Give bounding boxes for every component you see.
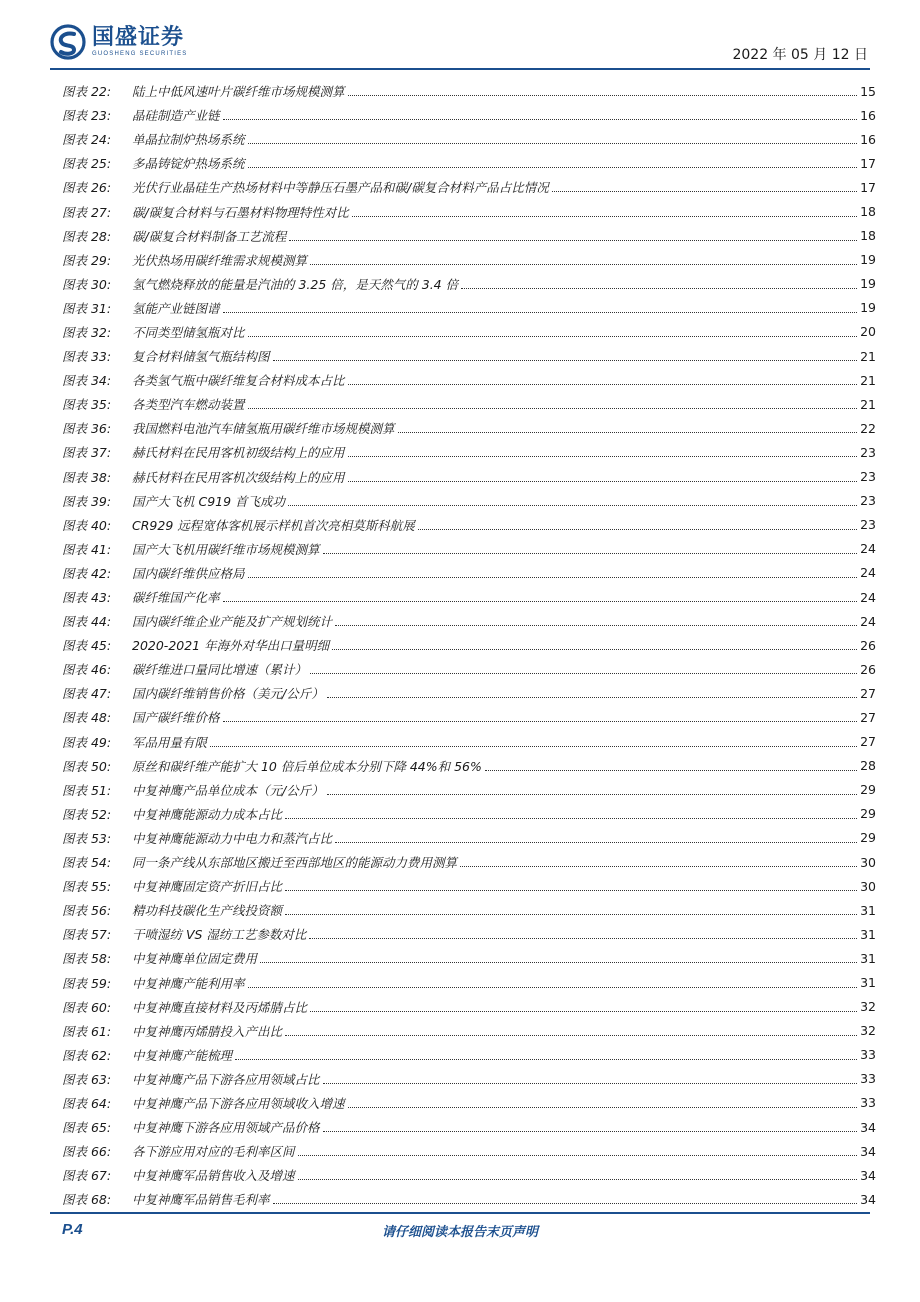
toc-entry-label: 图表 45: [62,638,112,654]
toc-entry-label: 图表 41: [62,541,112,557]
toc-entry-title: 碳纤维进口量同比增速（累计） [132,662,308,678]
toc-entry[interactable] [62,826,876,850]
toc-entry-page: 16 [860,107,876,123]
toc-entry-label: 图表 67: [62,1168,112,1184]
toc-dot-leader [352,207,857,217]
toc-entry-title: 碳纤维国产化率 [132,590,220,606]
toc-entry-title: 干喷湿纺 VS 湿纺工艺参数对比 [132,927,307,943]
toc-entry-label: 图表 35: [62,397,112,413]
toc-entry[interactable] [62,465,876,489]
toc-entry[interactable] [62,705,876,729]
toc-entry[interactable] [62,898,876,922]
toc-entry[interactable] [62,585,876,609]
toc-entry-page: 30 [860,878,876,894]
toc-entry-page: 31 [860,975,876,991]
toc-entry[interactable] [62,1115,876,1139]
toc-entry-page: 32 [860,999,876,1015]
toc-entry-page: 24 [860,541,876,557]
report-date: 2022 年 05 月 12 日 [732,47,868,63]
toc-dot-leader [285,809,857,819]
toc-entry[interactable] [62,440,876,464]
toc-entry-title: 不同类型储氢瓶对比 [132,324,245,340]
toc-dot-leader [323,1122,857,1132]
toc-entry-page: 27 [860,685,876,701]
toc-entry-label: 图表 49: [62,734,112,750]
toc-entry-label: 图表 57: [62,927,112,943]
toc-entry-title: 中复神鹰军品销售收入及增速 [132,1168,295,1184]
toc-entry-page: 24 [860,589,876,605]
toc-entry-page: 19 [860,276,876,292]
toc-dot-leader [310,1002,857,1012]
toc-dot-leader [298,1146,857,1156]
toc-entry-title: 晶硅制造产业链 [132,108,220,124]
toc-entry-title: 各类氢气瓶中碳纤维复合材料成本占比 [132,373,345,389]
toc-dot-leader [273,1194,857,1204]
toc-entry[interactable] [62,392,876,416]
toc-entry-label: 图表 66: [62,1144,112,1160]
toc-dot-leader [327,785,857,795]
toc-dot-leader [323,1074,857,1084]
toc-entry-label: 图表 58: [62,951,112,967]
toc-entry-page: 34 [860,1167,876,1183]
toc-entry-page: 26 [860,637,876,653]
toc-entry[interactable] [62,344,876,368]
toc-entry-page: 27 [860,734,876,750]
toc-entry-label: 图表 63: [62,1071,112,1087]
toc-entry-title: 各下游应用对应的毛利率区间 [132,1144,295,1160]
toc-entry-title: 陆上中低风速叶片碳纤维市场规模测算 [132,84,345,100]
toc-entry-label: 图表 61: [62,1023,112,1039]
toc-entry[interactable] [62,995,876,1019]
toc-entry[interactable] [62,199,876,223]
toc-entry-title: 中复神鹰直接材料及丙烯腈占比 [132,999,308,1015]
toc-entry-label: 图表 26: [62,180,112,196]
page-header [50,20,870,68]
toc-entry-title: 2020-2021 年海外对华出口量明细 [132,638,330,654]
toc-entry-page: 29 [860,806,876,822]
toc-entry-page: 32 [860,1023,876,1039]
toc-dot-leader [248,399,857,409]
header-divider [50,68,870,70]
toc-entry-title: 国产大飞机 C919 首飞成功 [132,493,286,509]
toc-entry-label: 图表 39: [62,493,112,509]
toc-entry-title: 中复神鹰产能利用率 [132,975,245,991]
toc-entry-label: 图表 52: [62,806,112,822]
toc-entry[interactable] [62,609,876,633]
toc-entry-page: 24 [860,565,876,581]
toc-entry-label: 图表 32: [62,324,112,340]
toc-entry-label: 图表 27: [62,204,112,220]
toc-entry-label: 图表 62: [62,1047,112,1063]
toc-entry[interactable] [62,778,876,802]
toc-entry[interactable] [62,1091,876,1115]
toc-dot-leader [460,857,857,867]
toc-entry-title: 精功科技碳化生产线投资额 [132,903,283,919]
toc-entry-title: 各类型汽车燃动装置 [132,397,245,413]
toc-entry-title: 光伏行业晶硅生产热场材料中等静压石墨产品和碳/碳复合材料产品占比情况 [132,180,549,196]
toc-entry-label: 图表 68: [62,1192,112,1208]
toc-dot-leader [461,279,857,289]
toc-entry-page: 34 [860,1143,876,1159]
toc-entry-label: 图表 44: [62,614,112,630]
toc-entry-page: 33 [860,1095,876,1111]
toc-dot-leader [335,616,857,626]
toc-entry-page: 31 [860,950,876,966]
toc-entry-page: 17 [860,155,876,171]
toc-dot-leader [248,134,857,144]
toc-entry-label: 图表 50: [62,758,112,774]
toc-entry[interactable] [62,224,876,248]
toc-dot-leader [235,1050,857,1060]
toc-entry[interactable] [62,657,876,681]
toc-entry-label: 图表 42: [62,565,112,581]
toc-entry-page: 31 [860,926,876,942]
toc-entry[interactable] [62,1163,876,1187]
toc-dot-leader [248,568,857,578]
toc-entry-page: 19 [860,252,876,268]
toc-entry-page: 21 [860,348,876,364]
toc-entry-title: 多晶铸锭炉热场系统 [132,156,245,172]
toc-entry-label: 图表 60: [62,999,112,1015]
toc-entry[interactable] [62,272,876,296]
toc-entry[interactable] [62,850,876,874]
toc-entry-label: 图表 22: [62,84,112,100]
footer-divider [50,1212,870,1214]
toc-entry[interactable] [62,248,876,272]
toc-entry-label: 图表 23: [62,108,112,124]
toc-entry-page: 18 [860,228,876,244]
toc-entry-page: 26 [860,661,876,677]
toc-entry-title: 同一条产线从东部地区搬迁至西部地区的能源动力费用测算 [132,855,458,871]
toc-entry[interactable] [62,127,876,151]
toc-dot-leader [309,929,857,939]
toc-entry-label: 图表 37: [62,445,112,461]
toc-entry[interactable] [62,296,876,320]
toc-entry-title: 中复神鹰军品销售毛利率 [132,1192,270,1208]
toc-entry-page: 23 [860,469,876,485]
toc-entry-page: 21 [860,396,876,412]
toc-entry[interactable] [62,368,876,392]
toc-dot-leader [289,231,857,241]
toc-entry-title: 我国燃料电池汽车储氢瓶用碳纤维市场规模测算 [132,421,395,437]
toc-entry-page: 17 [860,179,876,195]
toc-entry-label: 图表 47: [62,686,112,702]
company-logo [50,24,187,60]
toc-entry-page: 34 [860,1119,876,1135]
toc-entry[interactable] [62,489,876,513]
toc-entry[interactable] [62,1019,876,1043]
toc-entry-label: 图表 43: [62,590,112,606]
toc-entry-page: 16 [860,131,876,147]
toc-entry-page: 19 [860,300,876,316]
logo-name-en: GUOSHENG SECURITIES [92,51,188,57]
toc-entry-title: 中复神鹰产品下游各应用领域占比 [132,1071,320,1087]
toc-entry-label: 图表 40: [62,517,112,533]
toc-entry[interactable] [62,730,876,754]
toc-entry[interactable] [62,320,876,344]
toc-entry[interactable] [62,537,876,561]
toc-entry[interactable] [62,754,876,778]
toc-entry-page: 29 [860,830,876,846]
toc-entry-label: 图表 51: [62,782,112,798]
toc-dot-leader [223,592,857,602]
toc-entry-title: 中复神鹰能源动力成本占比 [132,806,283,822]
toc-entry-title: 复合材料储氢气瓶结构图 [132,349,270,365]
toc-entry-label: 图表 53: [62,830,112,846]
toc-entry-title: 氢能产业链图谱 [132,300,220,316]
toc-dot-leader [288,496,857,506]
toc-entry-title: 碳/碳复合材料制备工艺流程 [132,228,287,244]
toc-entry-page: 18 [860,204,876,220]
toc-entry[interactable] [62,633,876,657]
toc-entry[interactable] [62,151,876,175]
toc-entry-page: 34 [860,1191,876,1207]
toc-entry-label: 图表 34: [62,373,112,389]
toc-entry-label: 图表 25: [62,156,112,172]
toc-entry-page: 29 [860,782,876,798]
toc-dot-leader [310,664,857,674]
toc-entry[interactable] [62,175,876,199]
toc-entry-page: 33 [860,1047,876,1063]
toc-entry-title: 中复神鹰产能梳理 [132,1047,233,1063]
toc-dot-leader [210,737,857,747]
toc-entry-title: 中复神鹰产品单位成本（元/公斤） [132,782,324,798]
toc-entry-page: 15 [860,83,876,99]
toc-entry-label: 图表 31: [62,300,112,316]
toc-entry-page: 22 [860,420,876,436]
toc-dot-leader [332,640,857,650]
toc-entry-label: 图表 55: [62,879,112,895]
toc-dot-leader [298,1170,857,1180]
toc-entry[interactable] [62,1043,876,1067]
toc-entry-page: 33 [860,1071,876,1087]
page-number: P.4 [62,1221,83,1238]
toc-dot-leader [285,1026,857,1036]
toc-entry-title: 军品用量有限 [132,734,208,750]
toc-entry[interactable] [62,1067,876,1091]
toc-entry-label: 图表 38: [62,469,112,485]
disclaimer-note: 请仔细阅读本报告末页声明 [381,1225,538,1240]
toc-entry-page: 20 [860,324,876,340]
logo-icon [50,24,86,60]
toc-entry-label: 图表 36: [62,421,112,437]
toc-dot-leader [323,544,857,554]
toc-entry[interactable] [62,79,876,103]
toc-dot-leader [285,905,857,915]
toc-entry-title: 中复神鹰能源动力中电力和蒸汽占比 [132,830,333,846]
toc-entry-label: 图表 59: [62,975,112,991]
toc-entry-title: 赫氏材料在民用客机次级结构上的应用 [132,469,345,485]
toc-entry-page: 31 [860,902,876,918]
toc-entry-title: 光伏热场用碳纤维需求规模测算 [132,252,308,268]
toc-entry[interactable] [62,1187,876,1211]
toc-entry-title: 赫氏材料在民用客机初级结构上的应用 [132,445,345,461]
toc-dot-leader [310,255,857,265]
toc-dot-leader [285,881,857,891]
toc-entry-label: 图表 33: [62,349,112,365]
toc-dot-leader [260,953,857,963]
toc-entry-label: 图表 30: [62,276,112,292]
toc-entry-page: 28 [860,758,876,774]
toc-entry-label: 图表 54: [62,855,112,871]
toc-dot-leader [552,182,857,192]
toc-entry-page: 23 [860,517,876,533]
toc-dot-leader [327,688,857,698]
toc-entry-title: 国内碳纤维供应格局 [132,565,245,581]
toc-dot-leader [335,833,857,843]
toc-entry-title: 中复神鹰固定资产折旧占比 [132,879,283,895]
toc-dot-leader [348,375,857,385]
toc-entry[interactable] [62,416,876,440]
toc-entry-title: 中复神鹰产品下游各应用领域收入增速 [132,1095,345,1111]
toc-dot-leader [348,472,857,482]
toc-entry[interactable] [62,561,876,585]
toc-dot-leader [398,423,857,433]
toc-entry[interactable] [62,946,876,970]
toc-entry[interactable] [62,1139,876,1163]
toc-entry-title: 单晶拉制炉热场系统 [132,132,245,148]
toc-entry-label: 图表 64: [62,1095,112,1111]
toc-entry-title: 中复神鹰丙烯腈投入产出比 [132,1023,283,1039]
toc-dot-leader [485,761,857,771]
toc-entry-title: 国内碳纤维销售价格（美元/公斤） [132,686,324,702]
toc-entry-title: 原丝和碳纤维产能扩大 10 倍后单位成本分别下降 44%和 56% [132,758,482,774]
toc-entry-page: 21 [860,372,876,388]
toc-entry[interactable] [62,513,876,537]
toc-entry-title: CR929 远程宽体客机展示样机首次亮相莫斯科航展 [132,517,415,533]
toc-dot-leader [223,303,857,313]
toc-entry-label: 图表 48: [62,710,112,726]
toc-entry-label: 图表 24: [62,132,112,148]
toc-entry-title: 国产大飞机用碳纤维市场规模测算 [132,541,320,557]
toc-entry-title: 碳/碳复合材料与石墨材料物理特性对比 [132,204,349,220]
toc-dot-leader [418,520,857,530]
toc-dot-leader [223,712,857,722]
toc-dot-leader [348,86,857,96]
logo-name-cn: 国盛证券 [92,25,185,50]
toc-dot-leader [348,447,857,457]
toc-entry[interactable] [62,103,876,127]
toc-entry-page: 23 [860,444,876,460]
toc-dot-leader [273,351,857,361]
figure-list [62,79,876,1211]
toc-entry-label: 图表 29: [62,252,112,268]
toc-entry-title: 氢气燃烧释放的能量是汽油的 3.25 倍，是天然气的 3.4 倍 [132,276,459,292]
toc-entry-page: 24 [860,613,876,629]
toc-dot-leader [348,1098,857,1108]
toc-entry-title: 国产碳纤维价格 [132,710,220,726]
toc-entry-page: 30 [860,854,876,870]
toc-entry-label: 图表 28: [62,228,112,244]
toc-dot-leader [223,110,857,120]
toc-entry-title: 国内碳纤维企业产能及扩产规划统计 [132,614,333,630]
toc-entry-title: 中复神鹰单位固定费用 [132,951,258,967]
toc-dot-leader [248,978,857,988]
toc-dot-leader [248,158,857,168]
toc-entry[interactable] [62,802,876,826]
toc-entry[interactable] [62,681,876,705]
toc-entry-label: 图表 46: [62,662,112,678]
toc-entry-page: 23 [860,493,876,509]
toc-entry[interactable] [62,970,876,994]
toc-entry-title: 中复神鹰下游各应用领域产品价格 [132,1120,320,1136]
toc-entry[interactable] [62,922,876,946]
toc-entry-label: 图表 56: [62,903,112,919]
toc-entry-label: 图表 65: [62,1120,112,1136]
toc-entry-page: 27 [860,709,876,725]
toc-dot-leader [248,327,857,337]
toc-entry[interactable] [62,874,876,898]
